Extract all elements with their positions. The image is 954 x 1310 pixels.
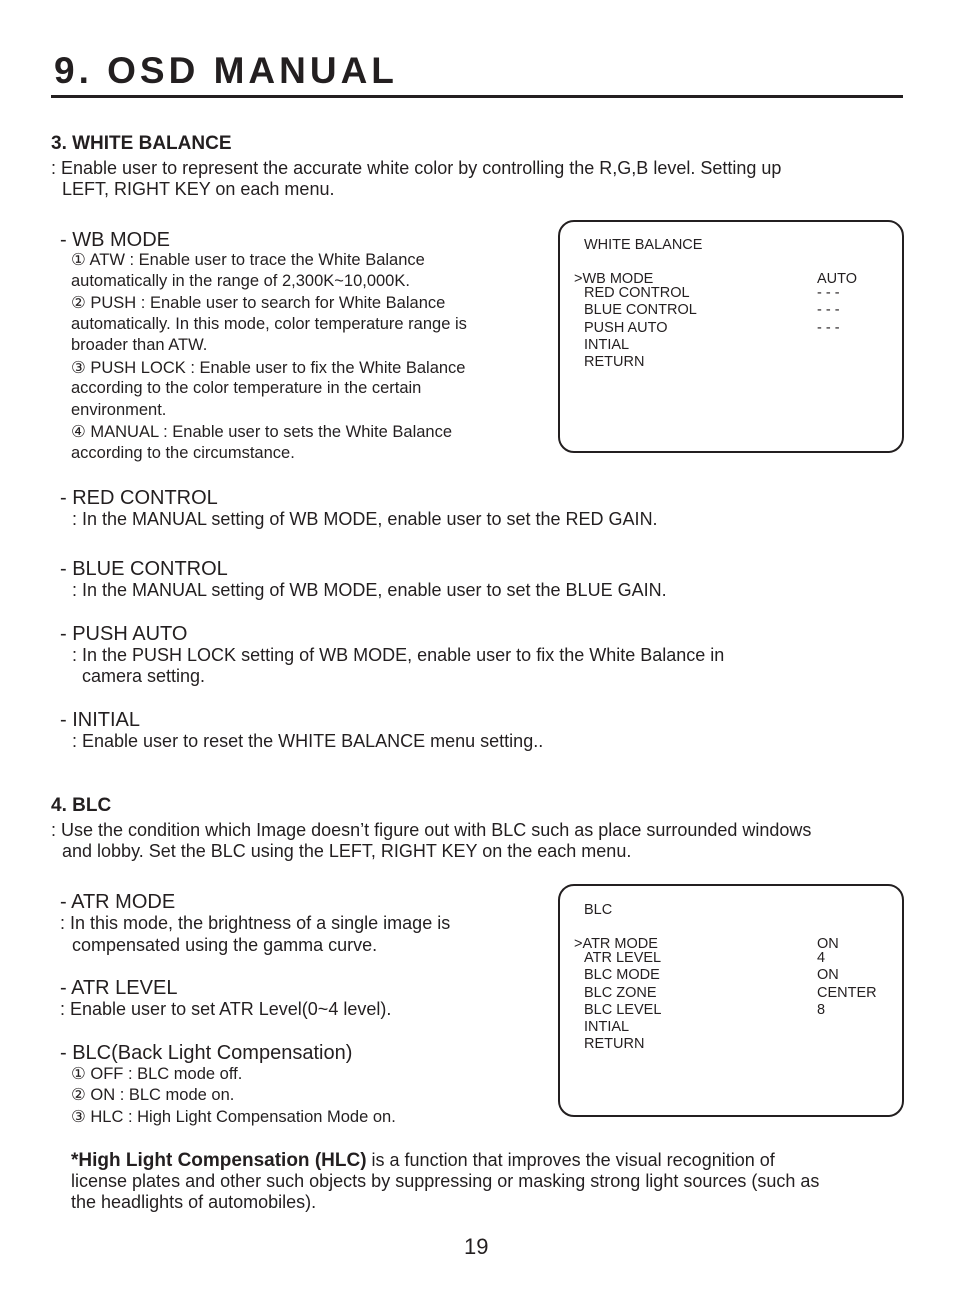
osd-menu-item-value: 8: [817, 1002, 826, 1018]
section-heading-blc: 4. BLC: [51, 795, 112, 816]
wb-intro-line2: LEFT, RIGHT KEY on each menu.: [62, 179, 335, 199]
blc-label: - BLC(Back Light Compensation): [60, 1042, 353, 1064]
wb-mode-line: according to the circumstance.: [71, 444, 295, 462]
blue-control-label: - BLUE CONTROL: [60, 558, 228, 580]
initial-label: - INITIAL: [60, 709, 141, 731]
initial-desc: : Enable user to reset the WHITE BALANCE menu setting..: [72, 731, 544, 751]
osd-menu-item-value: - - -: [817, 320, 840, 336]
osd-menu-item-value: - - -: [817, 302, 840, 318]
wb-mode-line: ④ MANUAL : Enable user to sets the White Balance: [71, 423, 453, 441]
atr-mode-desc-line1: : In this mode, the brightness of a single image is: [60, 913, 451, 933]
osd-menu-blc: [558, 884, 904, 1117]
osd-menu-item-value: AUTO: [817, 271, 858, 287]
page-title: 9. OSD MANUAL: [54, 50, 398, 91]
red-control-desc: : In the MANUAL setting of WB MODE, enable user to set the RED GAIN.: [72, 509, 658, 529]
blc-option-line: ① OFF : BLC mode off.: [71, 1065, 243, 1083]
atr-mode-desc-line2: compensated using the gamma curve.: [72, 935, 378, 955]
osd-menu-title: WHITE BALANCE: [584, 237, 703, 253]
push-auto-desc-line1: : In the PUSH LOCK setting of WB MODE, enable user to fix the White Balance in: [72, 645, 725, 665]
wb-mode-line: ② PUSH : Enable user to search for White Balance: [71, 294, 446, 312]
atr-mode-label: - ATR MODE: [60, 891, 176, 913]
wb-mode-line: broader than ATW.: [71, 336, 208, 354]
title-divider: [51, 95, 903, 98]
page-number: 19: [464, 1234, 489, 1259]
osd-menu-item-label: BLUE CONTROL: [584, 302, 697, 318]
osd-menu-item-label: BLC LEVEL: [584, 1002, 662, 1018]
blc-intro-line2: and lobby. Set the BLC using the LEFT, RIGHT KEY on the each menu.: [62, 841, 632, 861]
osd-menu-item-value: - - -: [817, 285, 840, 301]
hlc-note-line1: [71, 1150, 775, 1172]
wb-mode-label: - WB MODE: [60, 229, 170, 251]
osd-menu-item-label: INTIAL: [584, 1019, 630, 1035]
osd-menu-item-value: ON: [817, 967, 839, 983]
push-auto-label: - PUSH AUTO: [60, 623, 188, 645]
section-heading-white-balance: 3. WHITE BALANCE: [51, 133, 232, 154]
osd-menu-item-label: >WB MODE: [574, 271, 654, 287]
osd-menu-item-value: 4: [817, 950, 826, 966]
osd-menu-item-label: RED CONTROL: [584, 285, 690, 301]
osd-menu-white-balance: [558, 220, 904, 453]
wb-mode-line: according to the color temperature in the certain: [71, 379, 422, 397]
osd-menu-item-label: BLC MODE: [584, 967, 660, 983]
osd-menu-item-label: PUSH AUTO: [584, 320, 668, 336]
blc-intro-line1: : Use the condition which Image doesn’t figure out with BLC such as place surrounded windows: [51, 820, 812, 840]
wb-mode-line: environment.: [71, 401, 167, 419]
blue-control-desc: : In the MANUAL setting of WB MODE, enable user to set the BLUE GAIN.: [72, 580, 667, 600]
wb-mode-line: automatically in the range of 2,300K~10,000K.: [71, 272, 410, 290]
blc-option-line: ② ON : BLC mode on.: [71, 1086, 235, 1104]
osd-menu-item-label: ATR LEVEL: [584, 950, 662, 966]
osd-menu-item-value: CENTER: [817, 985, 877, 1001]
blc-option-line: ③ HLC : High Light Compensation Mode on.: [71, 1108, 396, 1126]
hlc-note-line1-text: is a function that improves the visual recognition of: [366, 1150, 775, 1170]
wb-mode-line: ① ATW : Enable user to trace the White Balance: [71, 251, 425, 269]
wb-intro-line1: : Enable user to represent the accurate white color by controlling the R,G,B level. Setting up: [51, 158, 782, 178]
hlc-note-term: *High Light Compensation (HLC): [71, 1150, 367, 1171]
osd-menu-title: BLC: [584, 902, 613, 918]
red-control-label: - RED CONTROL: [60, 487, 218, 509]
hlc-note-line2: license plates and other such objects by suppressing or masking strong light sources (such as: [71, 1171, 820, 1191]
osd-menu-item-label: RETURN: [584, 1036, 645, 1052]
wb-mode-line: ③ PUSH LOCK : Enable user to fix the White Balance: [71, 359, 466, 377]
osd-menu-item-label: INTIAL: [584, 337, 630, 353]
osd-menu-item-label: BLC ZONE: [584, 985, 657, 1001]
osd-menu-item-label: >ATR MODE: [574, 936, 658, 952]
osd-menu-item-value: ON: [817, 936, 839, 952]
wb-mode-line: automatically. In this mode, color temperature range is: [71, 315, 467, 333]
osd-menu-item-label: RETURN: [584, 354, 645, 370]
atr-level-desc: : Enable user to set ATR Level(0~4 level).: [60, 999, 392, 1019]
atr-level-label: - ATR LEVEL: [60, 977, 178, 999]
hlc-note-line3: the headlights of automobiles).: [71, 1192, 317, 1212]
push-auto-desc-line2: camera setting.: [82, 666, 206, 686]
